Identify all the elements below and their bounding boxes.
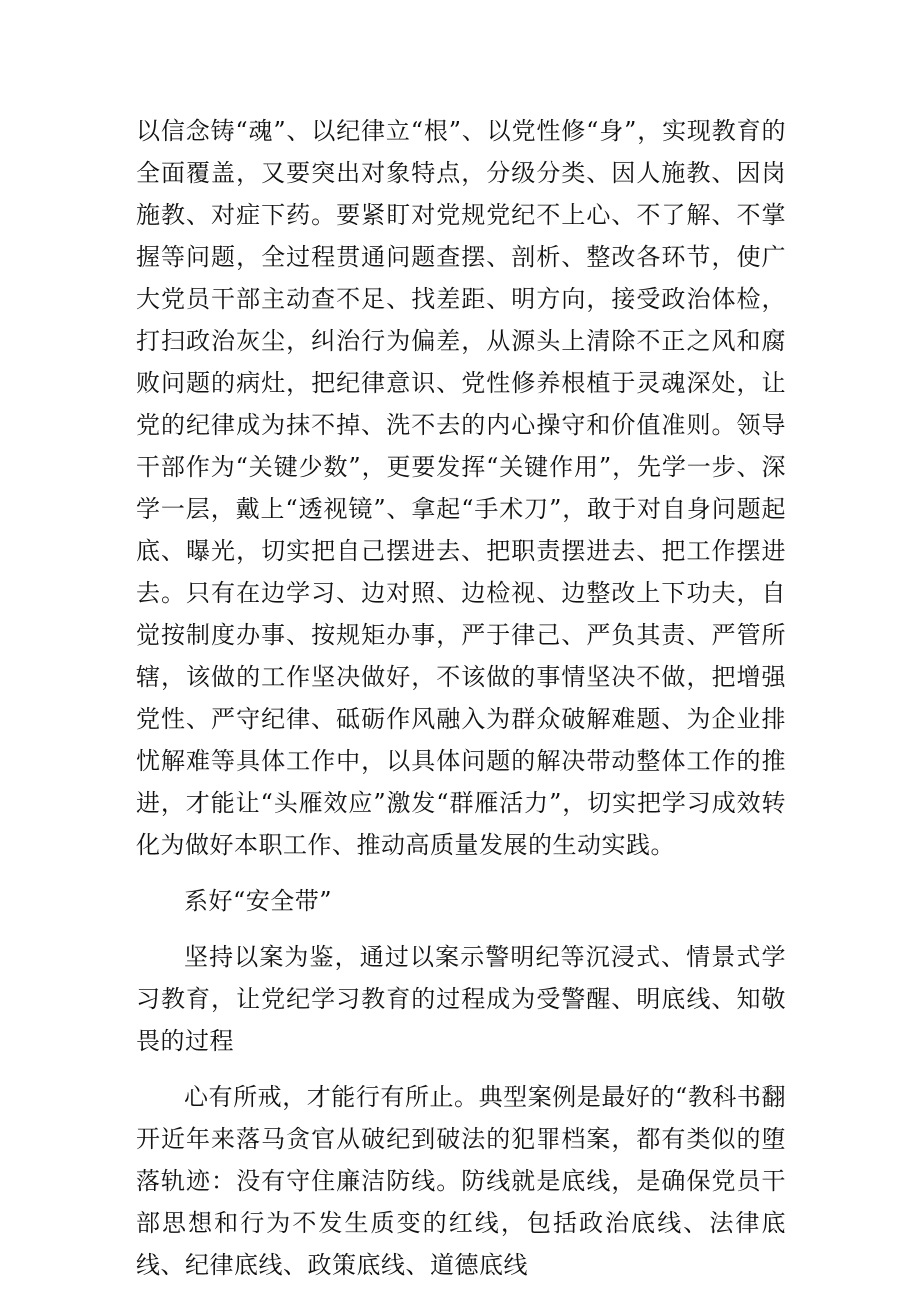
paragraph-continued: 以信念铸“魂”、以纪律立“根”、以党性修“身”，实现教育的全面覆盖，又要突出对象特点，分级分类、因人施教、因岗施教、对症下药。要紧盯对党规党纪不上心、不了解、不掌握等问题，全过程贯通问题查摆、剖析、整改各环节，使广大党员干部主动查不足、找差距、明方向，接受政治体检，打扫政治灰尘，纠治行为偏差，从源头上清除不正之风和腐败问题的病灶，把纪律意识、党性修养根植于灵魂深处，让党的纪律成为抹不掉、洗不去的内心操守和价值准则。领导干部作为“关键少数”，更要发挥“关键作用”，先学一步、深学一层，戴上“透视镜”、拿起“手术刀”，敢于对自身问题起底、曝光，切实把自己摆进去、把职责摆进去、把工作摆进去。只有在边学习、边对照、边检视、边整改上下功夫，自觉按制度办事、按规矩办事，严于律己、严负其责、严管所辖，该做的工作坚决做好，不该做的事情坚决不做，把增强党性、严守纪律、砥砺作风融入为群众破解难题、为企业排忧解难等具体工作中，以具体问题的解决带动整体工作的推进，才能让“头雁效应”激发“群雁活力”，切实把学习成效转化为做好本职工作、推动高质量发展的生动实践。: [136, 117, 786, 859]
paragraph-body: 心有所戒，才能行有所止。典型案例是最好的“教科书翻开近年来落马贪官从破纪到破法的犯罪档案，都有类似的堕落轨迹：没有守住廉洁防线。防线就是底线，是确保党员干部思想和行为不发生质变的红线，包括政治底线、法律底线、纪律底线、政策底线、道德底线: [136, 1083, 786, 1279]
document-body: [136, 110, 786, 1286]
section-heading: 系好“安全带”: [184, 887, 333, 915]
section-summary: 坚持以案为鉴，通过以案示警明纪等沉浸式、情景式学习教育，让党纪学习教育的过程成为受警醒、明底线、知敬畏的过程: [136, 943, 786, 1055]
